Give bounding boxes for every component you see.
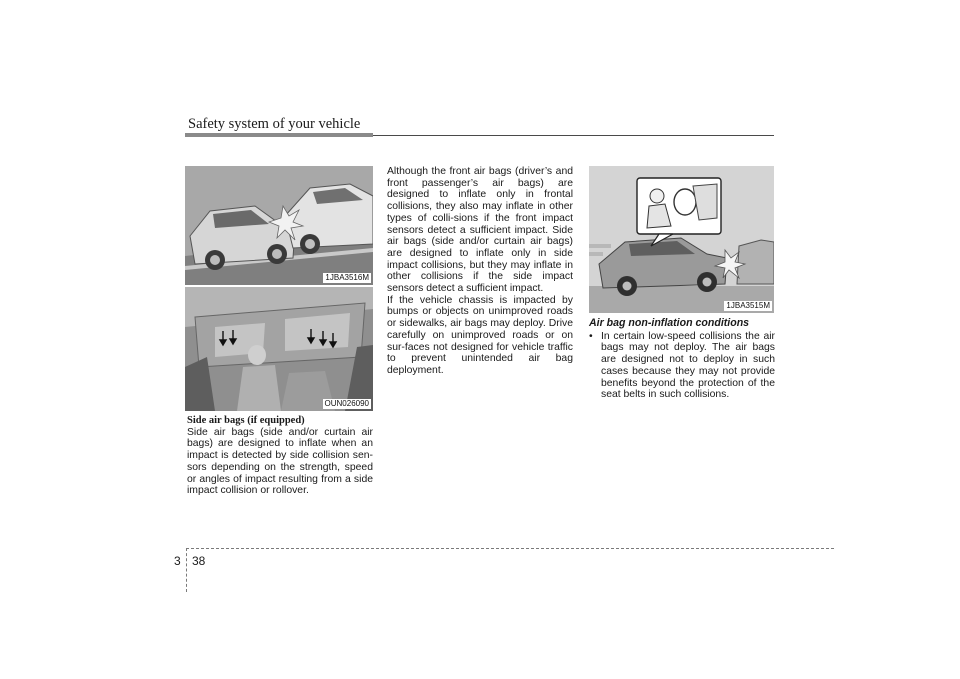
figure-side-collision <box>185 166 373 285</box>
non-inflation-section <box>589 318 775 401</box>
non-inflation-heading: Air bag non-inflation conditions <box>589 317 750 329</box>
page-number: 38 <box>192 554 206 568</box>
side-airbags-section <box>187 415 373 497</box>
side-airbags-heading: Side air bags (if equipped) <box>187 415 305 426</box>
airbag-inflation-section <box>387 166 573 377</box>
footer-vertical-rule <box>186 548 187 592</box>
non-inflation-bullet <box>589 331 775 401</box>
figure-code: 1JBA3515M <box>726 301 770 310</box>
chapter-number: 3 <box>174 554 181 568</box>
section-title: Safety system of your vehicle <box>188 116 361 132</box>
figure-code: OUN026090 <box>324 399 369 408</box>
side-collision-illustration <box>185 166 373 285</box>
side-airbags-body: Side air bags (side and/or curtain air bags) are designed to inflate when an impact is detected by side collision sen-sors depending on the strength, speed or angles of impact resulting from a side impact collision or rollover. <box>187 426 373 497</box>
inflation-paragraph-1: Although the front air bags (driver’s and front passenger’s air bags) are designed to inflate only in frontal collisions, they also may inflate in other types of colli-sions if the front impact sensors detect a sufficient impact. Side air bags (side and/or curtain air bags) are designed to inflate only in side impact collisions, but they may inflate in other collisions if the side impact sensors detect a sufficient impact. <box>387 166 573 295</box>
inflation-paragraph-2: If the vehicle chassis is impacted by bumps or objects on unimproved roads or sidewalks, air bags may deploy. Drive carefully on unimproved roads or on sur-faces not designed for vehicle traffic to prevent unintended air bag deployment. <box>387 294 573 376</box>
bullet-mark: • <box>589 330 593 342</box>
bullet-text: In certain low-speed collisions the air bags may not deploy. The air bags are designed not to deploy in such cases because they may not provide benefits beyond the protection of the seat belts in such collisions. <box>601 330 775 401</box>
title-rule <box>373 135 774 136</box>
title-accent-bar <box>185 133 373 137</box>
frontal-collision-illustration <box>589 166 774 313</box>
figure-curtain-airbag <box>185 287 373 411</box>
curtain-airbag-illustration <box>185 287 373 411</box>
figure-code: 1JBA3516M <box>325 273 369 282</box>
footer-rule <box>186 548 834 549</box>
figure-frontal-collision <box>589 166 774 313</box>
